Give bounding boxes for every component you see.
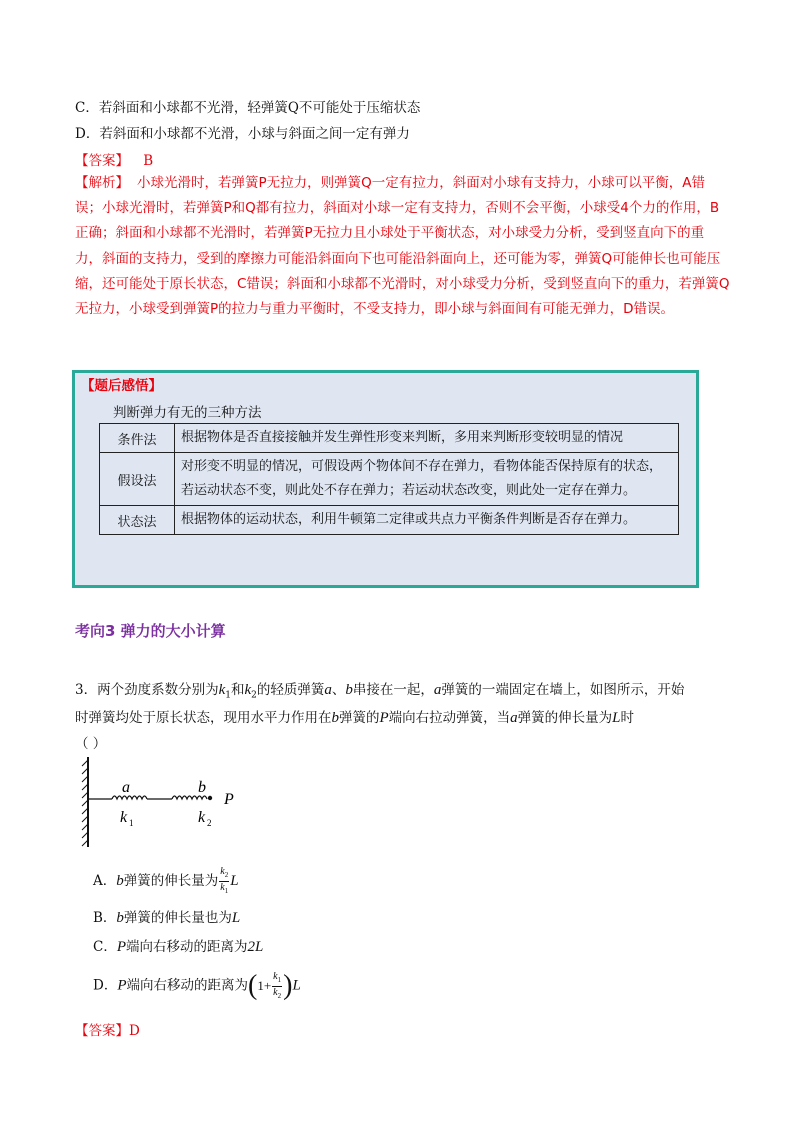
insight-title: 【题后感悟】 bbox=[81, 378, 162, 394]
label-a: a bbox=[122, 779, 130, 796]
option-text: 端向右移动的距离为 bbox=[126, 977, 248, 994]
frac-num: k bbox=[220, 866, 225, 877]
var-l: L bbox=[231, 910, 241, 926]
frac-den: k bbox=[220, 882, 225, 893]
option-letter: A． bbox=[93, 873, 117, 889]
question-text: 弹簧的一端固定在墙上，如图所示，开始 bbox=[441, 682, 685, 698]
answer-2 bbox=[75, 1019, 140, 1039]
paren-close: ) bbox=[283, 970, 293, 1001]
insight-box bbox=[72, 370, 699, 588]
answer-label: 【答案】 bbox=[75, 153, 129, 169]
question-text: 串接在一起， bbox=[352, 682, 434, 698]
label-k2-sub: 2 bbox=[207, 818, 212, 828]
methods-table bbox=[99, 423, 679, 535]
option-d-prev: D．若斜面和小球都不光滑，小球与斜面之间一定有弹力 bbox=[75, 126, 410, 142]
frac-den: k bbox=[273, 986, 278, 998]
point-p bbox=[208, 796, 212, 800]
method-name: 条件法 bbox=[100, 424, 175, 453]
answer-1 bbox=[75, 149, 153, 169]
fraction-k1-k2 bbox=[272, 971, 282, 1002]
section-title: 考向3 弹力的大小计算 bbox=[75, 622, 226, 640]
question-text: 端向右拉动弹簧，当 bbox=[388, 710, 511, 726]
var-k1: k bbox=[218, 682, 226, 698]
var-b: b bbox=[116, 910, 124, 926]
option-letter: C． bbox=[93, 939, 117, 955]
one-plus: 1+ bbox=[257, 978, 272, 993]
option-letter: B． bbox=[93, 910, 117, 926]
option-c bbox=[93, 935, 263, 956]
option-a bbox=[93, 866, 239, 897]
subscript: 2 bbox=[277, 991, 282, 1000]
fraction-k2-k1 bbox=[219, 866, 229, 897]
spring-b bbox=[172, 796, 207, 799]
var-b: b bbox=[345, 682, 353, 698]
table-row bbox=[100, 506, 679, 535]
answer-label: 【答案】 bbox=[75, 1023, 129, 1039]
var-p: P bbox=[379, 710, 389, 726]
question-line-1 bbox=[75, 678, 684, 701]
label-k1-sub: 1 bbox=[129, 818, 134, 828]
method-name: 状态法 bbox=[100, 506, 175, 535]
question-text: 和 bbox=[231, 682, 245, 698]
question-text: 时弹簧均处于原长状态，现用水平力作用在 bbox=[75, 710, 332, 726]
label-k2: k bbox=[198, 809, 206, 826]
subscript: 1 bbox=[277, 975, 282, 984]
option-b bbox=[93, 906, 240, 927]
var-b: b bbox=[331, 710, 339, 726]
paren-open: ( bbox=[248, 970, 258, 1001]
method-desc: 根据物体的运动状态，利用牛顿第二定律或共点力平衡条件判断是否存在弹力。 bbox=[175, 506, 679, 535]
var-a: a bbox=[324, 682, 332, 698]
question-text: 、 bbox=[331, 682, 346, 698]
insight-intro: 判断弹力有无的三种方法 bbox=[113, 405, 262, 421]
method-desc: 对形变不明显的情况，可假设两个物体间不存在弹力，看物体能否保持原有的状态，若运动状态不变，则此处不存在弹力；若运动状态改变，则此处一定存在弹力。 bbox=[175, 453, 679, 506]
var-b: b bbox=[116, 873, 124, 889]
frac-num: k bbox=[273, 970, 278, 982]
analysis-block bbox=[75, 171, 730, 322]
option-letter: D． bbox=[93, 977, 118, 994]
option-c-prev: C．若斜面和小球都不光滑，轻弹簧Q不可能处于压缩状态 bbox=[75, 100, 421, 116]
method-name: 假设法 bbox=[100, 453, 175, 506]
analysis-label: 【解析】 bbox=[75, 175, 129, 191]
answer-value: D bbox=[129, 1023, 140, 1039]
subscript: 1 bbox=[225, 690, 231, 701]
table-row bbox=[100, 424, 679, 453]
answer-value: B bbox=[143, 153, 154, 169]
label-p: P bbox=[224, 791, 234, 808]
wall-hatch bbox=[82, 757, 88, 847]
var-l: L bbox=[612, 710, 621, 726]
question-text: 的轻质弹簧 bbox=[256, 682, 325, 698]
analysis-text: 小球光滑时，若弹簧P无拉力，则弹簧Q一定有拉力，斜面对小球有支持力，小球可以平衡，A错误；小球光滑时，若弹簧P和Q都有拉力，斜面对小球一定有支持力，否则不会平衡，小球受4个力的作用，B正确；斜面和小球都不光滑时，若弹簧P无拉力且小球处于平衡状态，对小球受力分析，受到竖直向下的重力，斜面的支持力，受到的摩擦力可能沿斜面向下也可能沿斜面向上，还可能为零，弹簧Q可能伸长也可能压缩，还可能处于原长状态，C错误；斜面和小球都不光滑时，对小球受力分析，受到竖直向下的重力，若弹簧Q无拉力，小球受到弹簧P的拉力与重力平衡时，不受支持力，即小球与斜面间有可能无弹力，D错误。 bbox=[75, 175, 730, 318]
var-a: a bbox=[433, 682, 442, 698]
subscript: 2 bbox=[251, 690, 257, 701]
var-p: P bbox=[117, 977, 127, 994]
var-a: a bbox=[510, 710, 518, 726]
question-text: 弹簧的 bbox=[339, 710, 380, 726]
question-text: 弹簧的伸长量为 bbox=[517, 710, 613, 726]
question-text: 时 bbox=[620, 710, 635, 726]
question-paren: （ ） bbox=[75, 736, 107, 752]
question-line-2 bbox=[75, 706, 634, 727]
spring-a bbox=[112, 796, 147, 799]
subscript: 1 bbox=[224, 887, 229, 895]
var-l: L bbox=[292, 977, 301, 994]
subscript: 2 bbox=[224, 871, 229, 879]
value-2l: 2L bbox=[247, 939, 264, 955]
spring-diagram bbox=[80, 752, 260, 852]
option-text: 弹簧的伸长量为 bbox=[123, 873, 219, 889]
table-row bbox=[100, 453, 679, 506]
method-desc: 根据物体是否直接接触并发生弹性形变来判断，多用来判断形变较明显的情况 bbox=[175, 424, 679, 453]
label-k1: k bbox=[120, 809, 128, 826]
option-d bbox=[93, 970, 301, 1002]
var-p: P bbox=[116, 939, 127, 955]
question-text: 3．两个劲度系数分别为 bbox=[75, 682, 219, 698]
option-text: 弹簧的伸长量也为 bbox=[123, 910, 232, 926]
var-k2: k bbox=[244, 682, 252, 698]
option-text: 端向右移动的距离为 bbox=[126, 939, 248, 955]
label-b: b bbox=[198, 779, 206, 796]
var-l: L bbox=[230, 873, 239, 889]
